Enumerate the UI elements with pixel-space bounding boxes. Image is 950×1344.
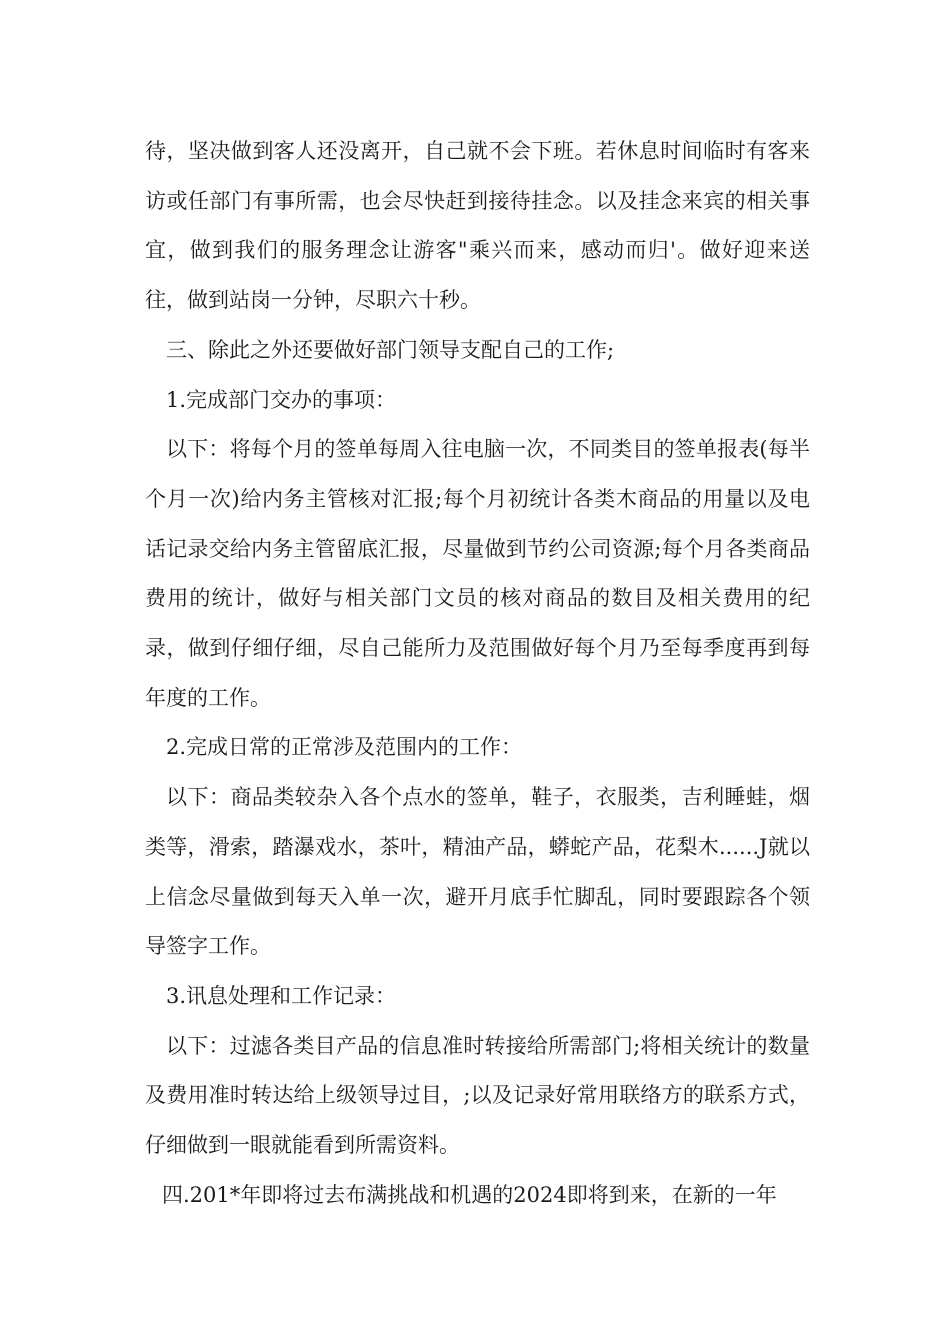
document-body — [145, 127, 810, 1220]
section-heading-three: 三、除此之外还要做好部门领导支配自己的工作; — [166, 337, 615, 362]
paragraph-item-1: 以下：将每个月的签单每周入往电脑一次，不同类目的签单报表(每半个月一次)给内务主管核对汇报;每个月初统计各类木商品的用量以及电话记录交给内务主管留底汇报，尽量做到节约公司资源;每个月各类商品费用的统计，做好与相关部门文员的核对商品的数目及相关费用的纪录，做到仔细仔细，尽自己能所力及范围做好每个月乃至每季度再到每年度的工作。 — [145, 437, 810, 710]
paragraph-reception-duty: 待，坚决做到客人还没离开，自己就不会下班。若休息时间临时有客来访或任部门有事所需，也会尽快赶到接待挂念。以及挂念来宾的相关事宜，做到我们的服务理念让游客"乘兴而来，感动而归'。做好迎来送往，做到站岗一分钟，尽职六十秒。 — [145, 139, 810, 313]
item-heading-1: 1.完成部门交办的事项： — [166, 387, 397, 412]
section-heading-four: 四.201*年即将过去布满挑战和机遇的2024即将到来，在新的一年 — [162, 1182, 777, 1207]
item-heading-2: 2.完成日常的正常涉及范围内的工作： — [166, 735, 523, 760]
item-heading-3: 3.讯息处理和工作记录： — [166, 983, 397, 1008]
paragraph-item-3: 以下：过滤各类目产品的信息准时转接给所需部门;将相关统计的数量及费用准时转达给上级领导过目，;以及记录好常用联络方的联系方式，仔细做到一眼就能看到所需资料。 — [145, 1033, 810, 1158]
paragraph-item-2: 以下：商品类较杂入各个点水的签单，鞋子，衣服类，吉利睡蛙，烟类等，滑索，踏瀑戏水，茶叶，精油产品，蟒蛇产品，花梨木......J就以上信念尽量做到每天入单一次，避开月底手忙脚乱，同时要跟踪各个领导签字工作。 — [145, 785, 810, 959]
